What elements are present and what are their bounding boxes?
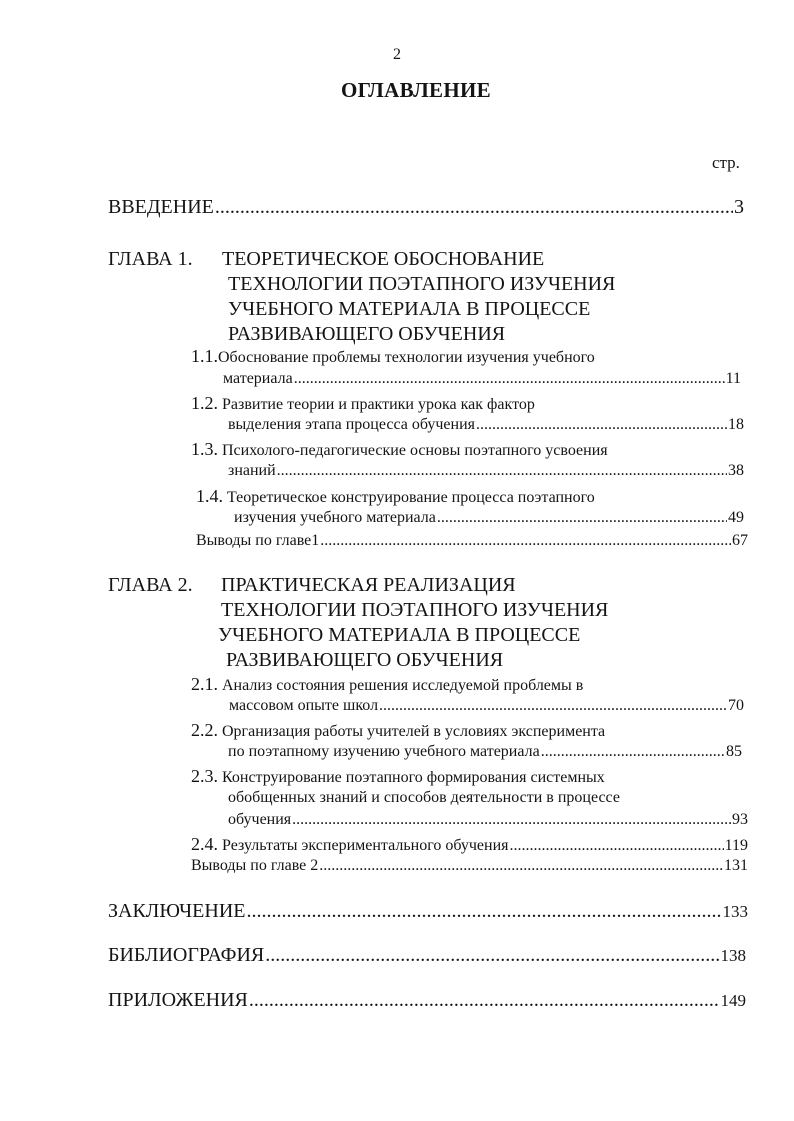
section-number: 2.1. bbox=[191, 674, 218, 694]
dot-leader bbox=[510, 837, 724, 855]
toc-chapter-2-conclusions[interactable] bbox=[191, 857, 748, 875]
section-title-line: Анализ состояния решения исследуемой проблемы в bbox=[222, 677, 584, 694]
dot-leader bbox=[294, 370, 725, 388]
section-number: 1.4. bbox=[196, 486, 223, 506]
page-column-label: стр. bbox=[712, 153, 740, 172]
toc-section-2-3-line-2[interactable] bbox=[228, 789, 620, 807]
toc-section-1-3-continuation[interactable] bbox=[228, 462, 744, 480]
section-title-line: Развитие теории и практики урока как фактор bbox=[222, 396, 535, 413]
toc-entry-page: 138 bbox=[720, 946, 746, 965]
chapter-title-line: ТЕОРЕТИЧЕСКОЕ ОБОСНОВАНИЕ bbox=[222, 248, 545, 270]
section-number: 1.3. bbox=[191, 439, 218, 459]
section-number: 1.1. bbox=[191, 346, 218, 366]
section-title-line: материала bbox=[223, 370, 293, 387]
toc-section-2-2[interactable] bbox=[191, 720, 605, 741]
toc-entry-introduction[interactable] bbox=[108, 196, 744, 219]
dot-leader bbox=[319, 857, 723, 875]
dot-leader bbox=[292, 811, 731, 829]
section-title-line: Теоретическое конструирование процесса поэтапного bbox=[227, 489, 595, 506]
toc-section-1-4-continuation[interactable] bbox=[234, 509, 744, 527]
section-title-line: знаний bbox=[228, 462, 276, 479]
section-title-line: изучения учебного материала bbox=[234, 509, 436, 526]
section-title-line: Психолого-педагогические основы поэтапного усвоения bbox=[222, 442, 608, 459]
dot-leader bbox=[320, 532, 731, 550]
toc-entry-bibliography[interactable] bbox=[108, 944, 746, 967]
toc-entry-page: 3 bbox=[734, 196, 744, 218]
toc-entry-page: 38 bbox=[728, 462, 744, 479]
toc-entry-page: 119 bbox=[724, 837, 748, 854]
chapter-title-line: ТЕХНОЛОГИИ ПОЭТАПНОГО ИЗУЧЕНИЯ bbox=[221, 599, 609, 621]
section-title-line: обучения bbox=[228, 811, 292, 828]
toc-entry-conclusion[interactable] bbox=[108, 900, 748, 923]
toc-entry-label: Выводы по главе 2 bbox=[191, 857, 319, 874]
toc-section-1-1-continuation[interactable] bbox=[223, 370, 741, 388]
toc-entry-page: 11 bbox=[725, 370, 741, 387]
toc-entry-page: 93 bbox=[732, 811, 748, 828]
chapter-title-line: РАЗВИВАЮЩЕГО ОБУЧЕНИЯ bbox=[226, 649, 504, 671]
section-number: 1.2. bbox=[191, 393, 218, 413]
toc-entry-label: ВВЕДЕНИЕ bbox=[108, 196, 214, 218]
chapter-title-line: УЧЕБНОГО МАТЕРИАЛА В ПРОЦЕССЕ bbox=[228, 298, 591, 320]
dot-leader bbox=[249, 989, 720, 1012]
toc-entry-page: 131 bbox=[724, 857, 748, 874]
chapter-title-line: ПРАКТИЧЕСКАЯ РЕАЛИЗАЦИЯ bbox=[221, 574, 516, 596]
toc-entry-page: 18 bbox=[728, 416, 744, 433]
chapter-title-line: УЧЕБНОГО МАТЕРИАЛА В ПРОЦЕССЕ bbox=[218, 624, 581, 646]
toc-section-2-3-continuation[interactable] bbox=[228, 811, 748, 829]
section-title-line: обобщенных знаний и способов деятельности в процессе bbox=[228, 789, 620, 806]
chapter-number: ГЛАВА 2. bbox=[108, 574, 193, 596]
section-title-line: Организация работы учителей в условиях эксперимента bbox=[222, 723, 606, 740]
toc-entry-page: 149 bbox=[720, 991, 746, 1010]
toc-entry-page: 70 bbox=[728, 697, 744, 714]
toc-entry-page: 133 bbox=[722, 902, 748, 921]
dot-leader bbox=[476, 416, 727, 434]
toc-entry-page: 85 bbox=[726, 743, 742, 760]
dot-leader bbox=[246, 900, 721, 923]
toc-section-1-2[interactable] bbox=[191, 393, 535, 414]
toc-section-2-1-continuation[interactable] bbox=[229, 697, 744, 715]
toc-section-2-4[interactable] bbox=[191, 834, 748, 855]
toc-entry-label: Выводы по главе1 bbox=[196, 532, 320, 549]
section-number: 2.3. bbox=[191, 766, 218, 786]
toc-section-2-1[interactable] bbox=[191, 674, 583, 695]
toc-entry-label: ЗАКЛЮЧЕНИЕ bbox=[108, 900, 246, 922]
toc-entry-label: БИБЛИОГРАФИЯ bbox=[108, 944, 265, 966]
dot-leader bbox=[379, 697, 727, 715]
dot-leader bbox=[265, 944, 719, 967]
dot-leader bbox=[277, 462, 727, 480]
section-number: 2.4. bbox=[191, 834, 218, 854]
page-number: 2 bbox=[393, 46, 401, 63]
section-title-line: по поэтапному изучению учебного материала bbox=[228, 743, 540, 760]
toc-section-2-2-continuation[interactable] bbox=[228, 743, 742, 761]
section-title-line: Обоснование проблемы технологии изучения учебного bbox=[218, 349, 595, 366]
chapter-title-line: РАЗВИВАЮЩЕГО ОБУЧЕНИЯ bbox=[228, 323, 506, 345]
section-title-line: выделения этапа процесса обучения bbox=[228, 416, 476, 433]
toc-entry-page: 49 bbox=[728, 509, 744, 526]
section-title-line: Результаты экспериментального обучения bbox=[222, 837, 509, 854]
toc-entry-page: 67 bbox=[732, 532, 748, 549]
dot-leader bbox=[437, 509, 727, 527]
dot-leader bbox=[215, 196, 733, 219]
toc-section-1-3[interactable] bbox=[191, 439, 608, 460]
toc-entry-label: ПРИЛОЖЕНИЯ bbox=[108, 989, 248, 1011]
toc-chapter-1-conclusions[interactable] bbox=[196, 532, 748, 550]
section-title-line: Конструирование поэтапного формирования системных bbox=[222, 769, 605, 786]
toc-entry-appendices[interactable] bbox=[108, 989, 746, 1012]
toc-section-1-4[interactable] bbox=[196, 486, 595, 507]
toc-section-1-1[interactable] bbox=[191, 346, 595, 367]
toc-section-2-3[interactable] bbox=[191, 766, 605, 787]
section-title-line: массовом опыте школ bbox=[229, 697, 379, 714]
dot-leader bbox=[541, 743, 725, 761]
chapter-title-line: ТЕХНОЛОГИИ ПОЭТАПНОГО ИЗУЧЕНИЯ bbox=[228, 273, 616, 295]
chapter-number: ГЛАВА 1. bbox=[108, 248, 193, 270]
section-number: 2.2. bbox=[191, 720, 218, 740]
page-title: ОГЛАВЛЕНИЕ bbox=[341, 78, 491, 102]
toc-section-1-2-continuation[interactable] bbox=[228, 416, 744, 434]
